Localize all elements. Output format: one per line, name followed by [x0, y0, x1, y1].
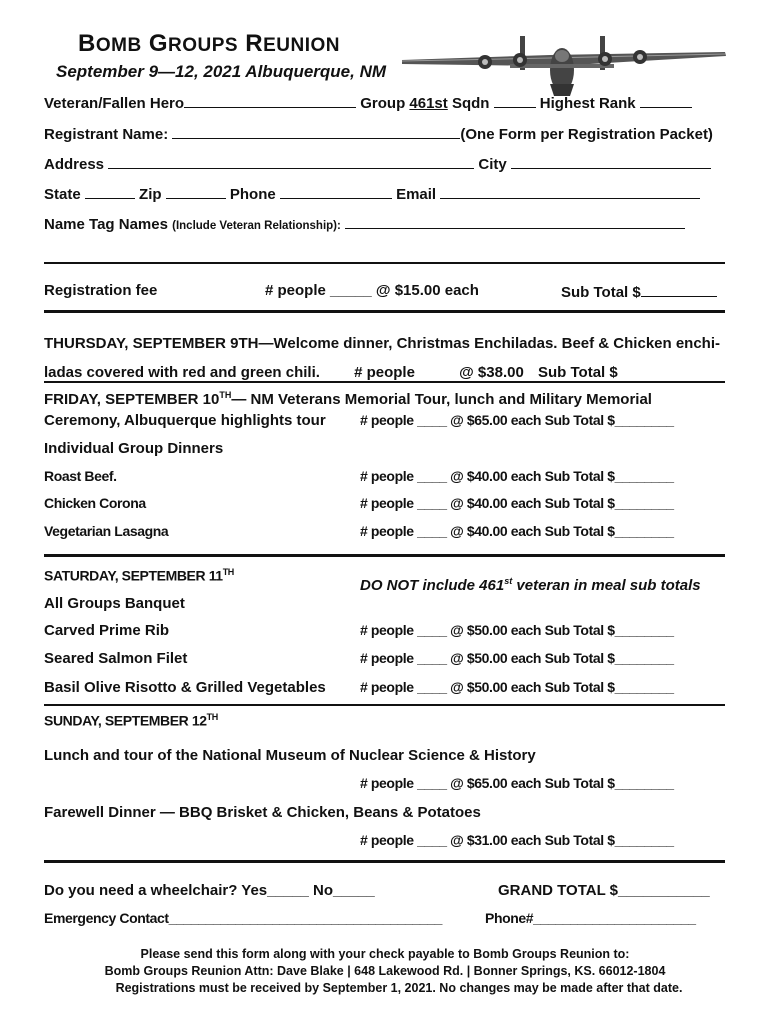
footer-line-1: Please send this form along with your check payable to Bomb Groups Reunion to: [140, 947, 630, 961]
section-divider [44, 860, 725, 863]
footer-line-3: Registrations must be received by September 1, 2021. No changes may be made after that date. [115, 981, 683, 995]
address-field[interactable] [108, 154, 474, 169]
friday-line2: Ceremony, Albuquerque highlights tour [44, 412, 326, 429]
page-title: BOMB GROUPS REUNION [78, 30, 341, 57]
wheelchair-question[interactable]: Do you need a wheelchair? Yes_____ No_____ [44, 882, 375, 899]
veteran-field[interactable] [184, 93, 356, 108]
sunday-farewell: Farewell Dinner — BBQ Brisket & Chicken, Beans & Potatoes [44, 804, 481, 821]
event-dates-location: September 9—12, 2021 Albuquerque, NM [56, 62, 387, 81]
email-field[interactable] [440, 184, 700, 199]
saturday-note: DO NOT include 461st veteran in meal sub totals [360, 576, 701, 594]
sunday-lunch-price: # people ____ @ $65.00 each Sub Total $________ [360, 775, 674, 791]
registrant-row: Registrant Name: (One Form per Registration Packet) [44, 126, 713, 143]
footer-line-2: Bomb Groups Reunion Attn: Dave Blake | 648 Lakewood Rd. | Bonner Springs, KS. 66012-1804 [104, 964, 666, 978]
saturday-item-prime-rib: Carved Prime Rib [44, 622, 170, 639]
registrant-name-field[interactable] [172, 124, 460, 139]
address-row: Address City [44, 154, 711, 173]
friday-item-roast-beef-price: # people ____ @ $40.00 each Sub Total $________ [360, 468, 674, 484]
friday-item-chicken-corona-price: # people ____ @ $40.00 each Sub Total $________ [360, 495, 674, 511]
saturday-item-risotto: Basil Olive Risotto & Grilled Vegetables [44, 679, 326, 696]
emergency-contact[interactable]: Emergency Contact_____________________________________ [44, 910, 442, 926]
friday-item-chicken-corona: Chicken Corona [44, 495, 146, 511]
saturday-item-salmon: Seared Salmon Filet [44, 650, 188, 667]
sunday-farewell-price: # people ____ @ $31.00 each Sub Total $________ [360, 832, 674, 848]
name-tag-field[interactable] [345, 214, 685, 229]
section-divider [44, 704, 725, 706]
thursday-underline [44, 381, 725, 383]
thursday-line2: ladas covered with red and green chili. # people @ $38.00 Sub Total $ [44, 364, 618, 381]
contact-row: State Zip Phone Email [44, 184, 700, 203]
sunday-heading: SUNDAY, SEPTEMBER 12TH [44, 712, 218, 729]
saturday-item-salmon-price: # people ____ @ $50.00 each Sub Total $________ [360, 650, 674, 666]
sqdn-field[interactable] [494, 93, 536, 108]
state-field[interactable] [85, 184, 135, 199]
name-tag-row: Name Tag Names (Include Veteran Relationship): [44, 214, 685, 233]
name-tag-line-2[interactable] [44, 262, 725, 264]
zip-field[interactable] [166, 184, 226, 199]
highest-rank-field[interactable] [640, 93, 692, 108]
phone-field[interactable] [280, 184, 392, 199]
friday-item-vegetarian-lasagna: Vegetarian Lasagna [44, 523, 169, 539]
individual-group-dinners: Individual Group Dinners [44, 440, 224, 457]
friday-item-vegetarian-lasagna-price: # people ____ @ $40.00 each Sub Total $________ [360, 523, 674, 539]
saturday-item-risotto-price: # people ____ @ $50.00 each Sub Total $________ [360, 679, 674, 695]
section-divider [44, 310, 725, 313]
city-field[interactable] [511, 154, 711, 169]
registration-fee-subtotal: Sub Total $ [561, 282, 717, 301]
section-divider [44, 554, 725, 557]
saturday-item-prime-rib-price: # people ____ @ $50.00 each Sub Total $________ [360, 622, 674, 638]
all-groups-banquet: All Groups Banquet [44, 595, 185, 612]
thursday-heading: THURSDAY, SEPTEMBER 9TH—Welcome dinner, Christmas Enchiladas. Beef & Chicken enchi- [44, 335, 721, 352]
grand-total[interactable]: GRAND TOTAL $___________ [498, 882, 710, 899]
registration-fee-people: # people _____ @ $15.00 each [265, 282, 479, 299]
friday-tour-price: # people ____ @ $65.00 each Sub Total $________ [360, 412, 674, 428]
registration-fee-label: Registration fee [44, 282, 158, 299]
veteran-row: Veteran/Fallen Hero Group 461st Sqdn Highest Rank [44, 93, 692, 112]
friday-item-roast-beef: Roast Beef. [44, 468, 117, 484]
saturday-heading: SATURDAY, SEPTEMBER 11TH [44, 567, 234, 584]
emergency-phone[interactable]: Phone#______________________ [485, 910, 696, 926]
friday-heading: FRIDAY, SEPTEMBER 10TH— NM Veterans Memorial Tour, lunch and Military Memorial [44, 390, 652, 408]
sunday-lunch: Lunch and tour of the National Museum of Nuclear Science & History [44, 747, 536, 764]
